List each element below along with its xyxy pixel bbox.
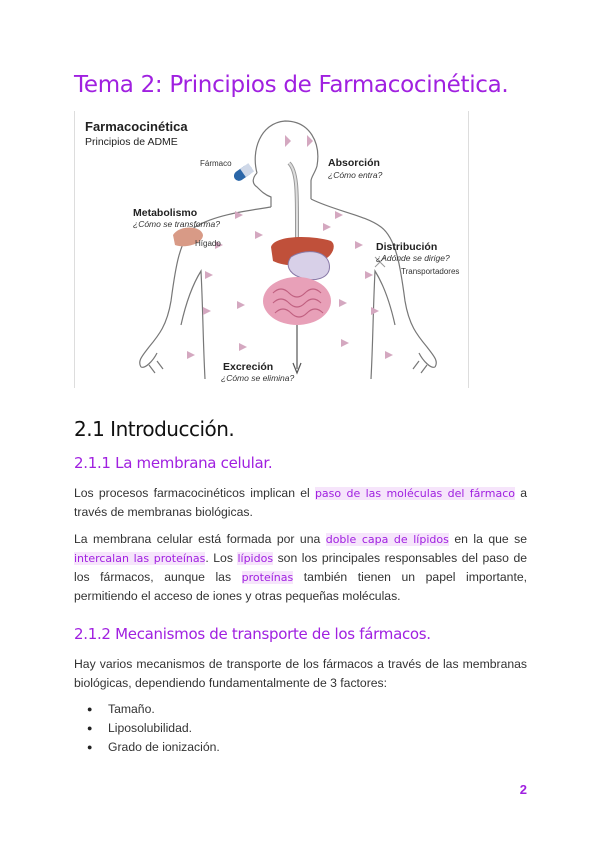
factors-list xyxy=(74,700,220,757)
transportadores-label: Transportadores xyxy=(401,267,460,276)
metabolismo-question: ¿Cómo se transforma? xyxy=(133,219,220,229)
figure-subtitle: Principios de ADME xyxy=(85,136,178,148)
section-2-1-2-heading: 2.1.2 Mecanismos de transporte de los fármacos. xyxy=(74,625,431,643)
metabolismo-heading: Metabolismo xyxy=(133,207,198,219)
highlight-lipidos: lípidos xyxy=(237,552,274,565)
list-item: ● Grado de ionización. xyxy=(74,738,220,757)
higado-label: Hígado xyxy=(195,239,221,248)
pill-icon xyxy=(232,163,254,183)
page-title: Tema 2: Principios de Farmacocinética. xyxy=(74,72,509,98)
text-span: Los procesos farmacocinéticos implican el xyxy=(74,486,315,500)
highlight-paso-moleculas: paso de las moléculas del fármaco xyxy=(314,487,515,500)
paragraph-membrana-1 xyxy=(74,484,527,522)
highlight-intercalan: intercalan las proteínas xyxy=(74,552,206,565)
farmaco-label: Fármaco xyxy=(200,159,232,168)
text-span: en la que se xyxy=(448,532,528,546)
excrecion-question: ¿Cómo se elimina? xyxy=(221,373,295,383)
absorcion-question: ¿Cómo entra? xyxy=(328,170,383,180)
intestine-organ xyxy=(263,277,331,325)
list-item: ● Liposolubilidad. xyxy=(74,719,220,738)
highlight-doble-capa: doble capa de lípidos xyxy=(325,533,449,546)
paragraph-membrana-2 xyxy=(74,530,527,606)
text-span: La membrana celular está formada por una xyxy=(74,532,326,546)
absorcion-heading: Absorción xyxy=(328,157,380,169)
paragraph-transporte-intro: Hay varios mecanismos de transporte de los fármacos a través de las membranas biológicas, dependiendo fundamentalmente de 3 factores: xyxy=(74,657,527,690)
text-span: . Los xyxy=(205,551,238,565)
text-span: también tienen un papel importante, permitiendo el acceso de iones y otras pequeñas moléculas. xyxy=(74,570,527,603)
page-number: 2 xyxy=(519,782,527,797)
list-item: ● Tamaño. xyxy=(74,700,220,719)
excrecion-heading: Excreción xyxy=(223,361,274,373)
distribucion-heading: Distribución xyxy=(376,241,438,253)
highlight-proteinas: proteínas xyxy=(241,571,294,584)
figure-title: Farmacocinética xyxy=(85,119,188,134)
adme-figure xyxy=(74,111,469,388)
text-span: a través de membranas biológicas. xyxy=(74,486,528,519)
section-2-1-1-heading: 2.1.1 La membrana celular. xyxy=(74,454,273,472)
section-2-1-heading: 2.1 Introducción. xyxy=(74,417,235,441)
text-span: son los principales responsables del paso de los fármacos, aunque las xyxy=(74,551,528,584)
distribucion-question: ¿Adónde se dirige? xyxy=(376,253,450,263)
